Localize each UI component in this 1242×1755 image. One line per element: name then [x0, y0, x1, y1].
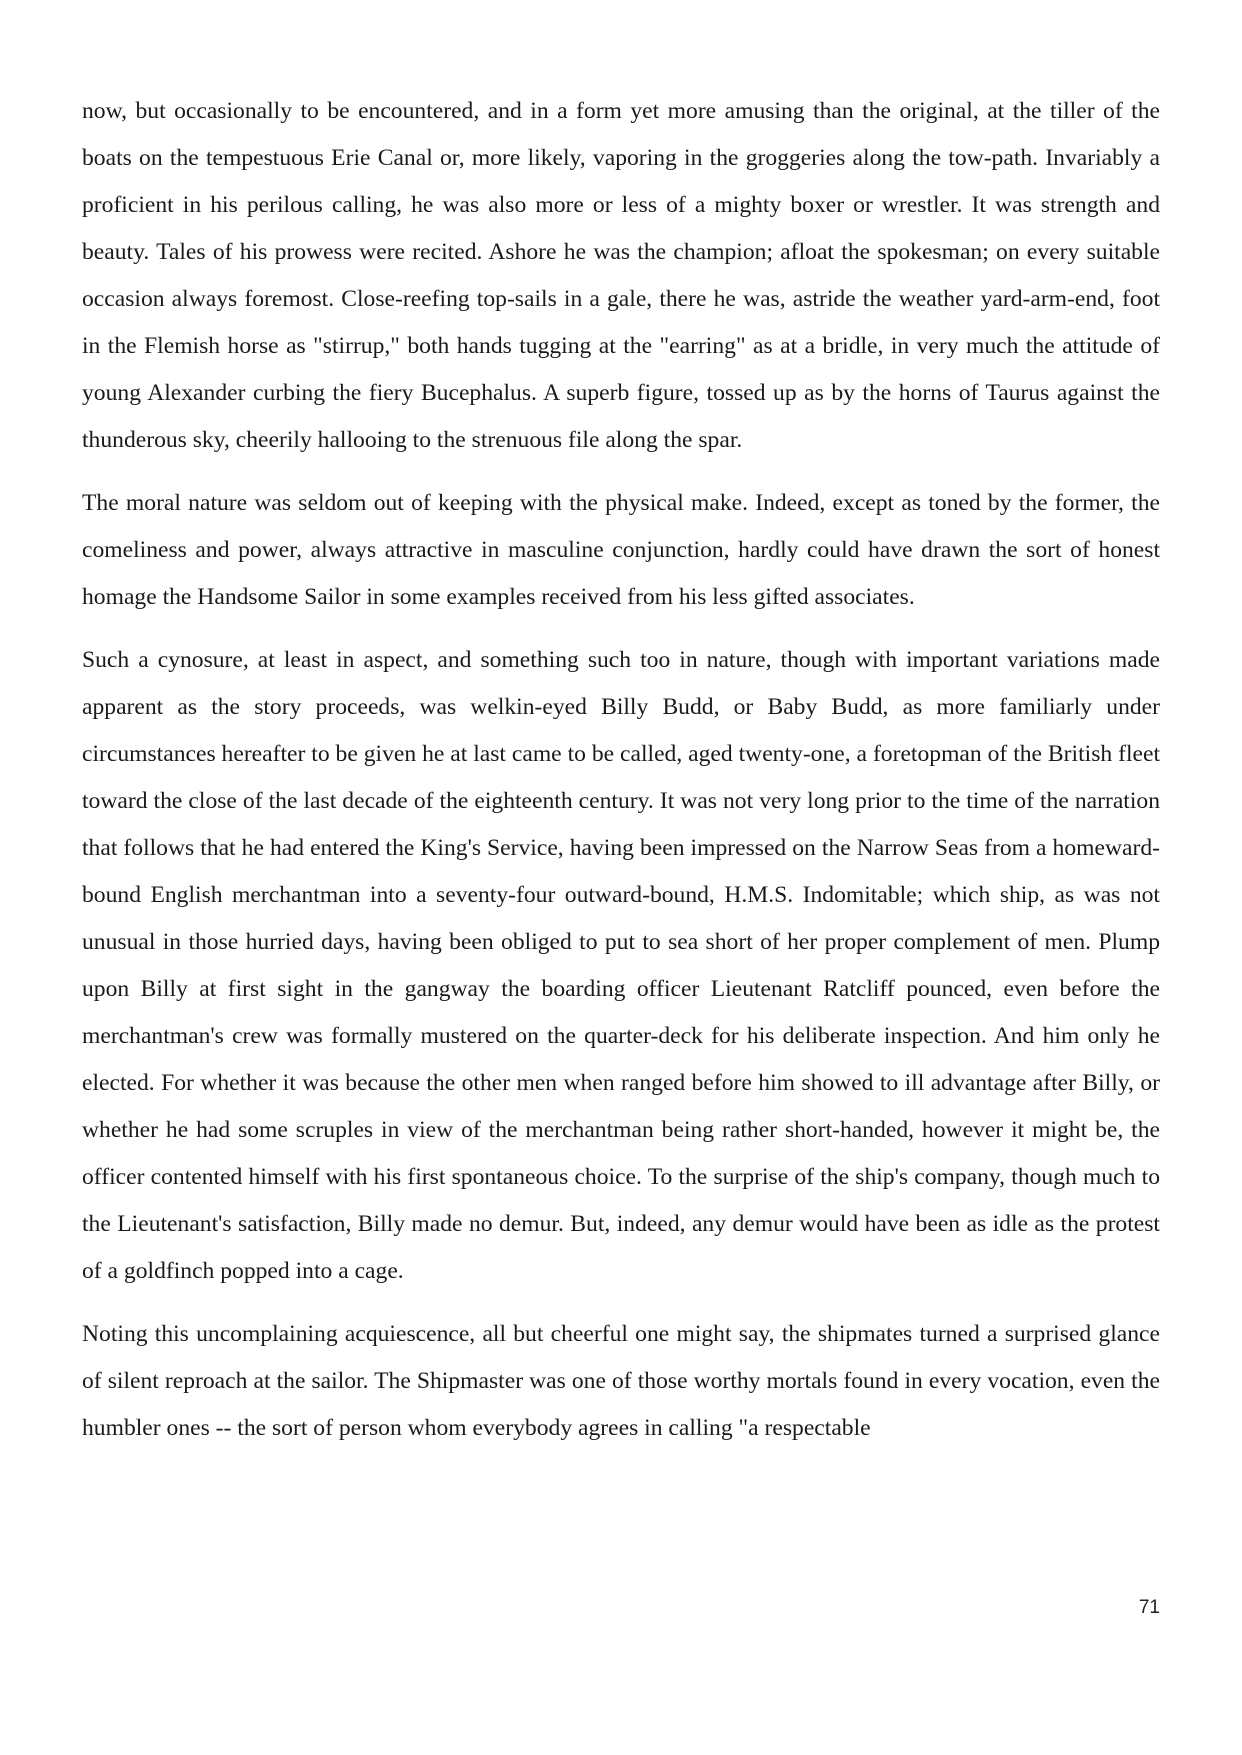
paragraph-handsome-sailor-description: now, but occasionally to be encountered, and in a form yet more amusing than the original, at the tiller of the boats on the tempestuous Erie Canal or, more likely, vaporing in the groggeries along the tow-path. Invariably a proficient in his perilous calling, he was also more or less of a mighty boxer or wrestler. It was strength and beauty. Tales of his prowess were recited. Ashore he was the champion; afloat the spokesman; on every suitable occasion always foremost. Close-reefing top-sails in a gale, there he was, astride the weather yard-arm-end, foot in the Flemish horse as "stirrup," both hands tugging at the "earring" as at a bridle, in very much the attitude of young Alexander curbing the fiery Bucephalus. A superb figure, tossed up as by the horns of Taurus against the thunderous sky, cheerily hallooing to the strenuous file along the spar. — [82, 98, 1160, 453]
paragraph-shipmates-reproach: Noting this uncomplaining acquiescence, all but cheerful one might say, the shipmates turned a surprised glance of silent reproach at the sailor. The Shipmaster was one of those worthy mortals found in every vocation, even the humbler ones -- the sort of person whom everybody agrees in calling "a respectable — [82, 1321, 1160, 1441]
page-number: 71 — [1138, 1597, 1160, 1618]
paragraph-billy-budd-impressment: Such a cynosure, at least in aspect, and something such too in nature, though with important variations made apparent as the story proceeds, was welkin-eyed Billy Budd, or Baby Budd, as more familiarly under circumstances hereafter to be given he at last came to be called, aged twenty-one, a foretopman of the British fleet toward the close of the last decade of the eighteenth century. It was not very long prior to the time of the narration that follows that he had entered the King's Service, having been impressed on the Narrow Seas from a homeward-bound English merchantman into a seventy-four outward-bound, H.M.S. Indomitable; which ship, as was not unusual in those hurried days, having been obliged to put to sea short of her proper complement of men. Plump upon Billy at first sight in the gangway the boarding officer Lieutenant Ratcliff pounced, even before the merchantman's crew was formally mustered on the quarter-deck for his deliberate inspection. And him only he elected. For whether it was because the other men when ranged before him showed to ill advantage after Billy, or whether he had some scruples in view of the merchantman being rather short-handed, however it might be, the officer contented himself with his first spontaneous choice. To the surprise of the ship's company, though much to the Lieutenant's satisfaction, Billy made no demur. But, indeed, any demur would have been as idle as the protest of a goldfinch popped into a cage. — [82, 647, 1160, 1284]
body-text — [82, 88, 1160, 1468]
paragraph-moral-nature: The moral nature was seldom out of keeping with the physical make. Indeed, except as toned by the former, the comeliness and power, always attractive in masculine conjunction, hardly could have drawn the sort of honest homage the Handsome Sailor in some examples received from his less gifted associates. — [82, 490, 1160, 610]
